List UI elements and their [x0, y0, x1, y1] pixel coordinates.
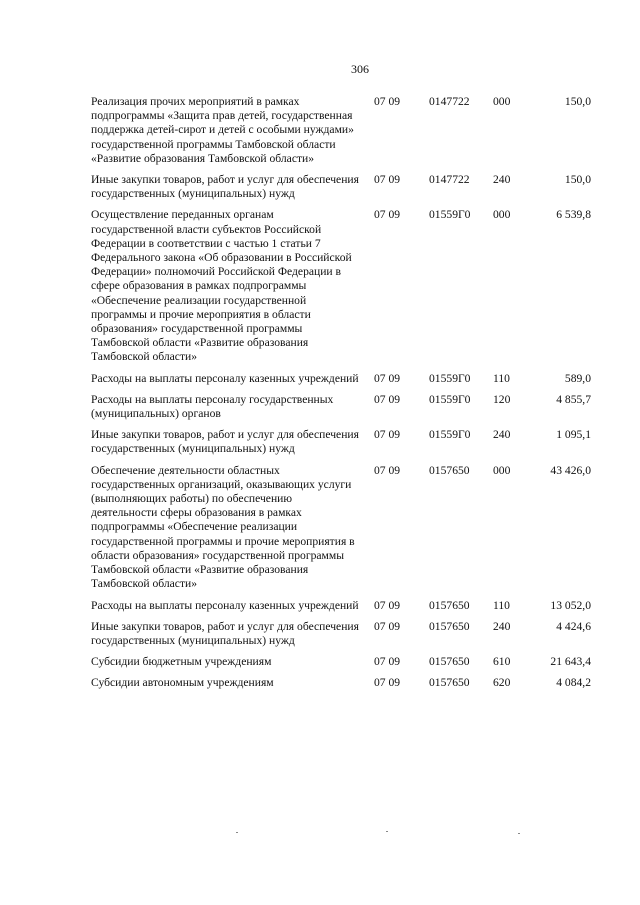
- row-target-code: 0157650: [429, 463, 470, 477]
- row-expense-type: 110: [493, 598, 510, 612]
- table-row: [91, 464, 591, 592]
- row-description: Субсидии бюджетным учреждениям: [91, 655, 272, 669]
- row-description: Обеспечение деятельности областных государственных организаций, оказывающих услуги (выполняющих работы) по обеспечению деятельности сферы образования в рамках подпрограммы «Обеспечение реализации государственной программы и прочие мероприятия в области образования» государственной программы Тамбовской области «Развитие образования Тамбовской области»: [91, 463, 355, 591]
- row-description: Расходы на выплаты персоналу казенных учреждений: [91, 598, 359, 612]
- row-amount: 21 643,4: [550, 655, 591, 669]
- row-target-code: 01559Г0: [429, 392, 471, 406]
- row-target-code: 0147722: [429, 173, 470, 187]
- scan-speck: [386, 831, 388, 832]
- row-amount: 13 052,0: [550, 598, 591, 612]
- row-amount: 43 426,0: [550, 463, 591, 477]
- row-target-code: 0157650: [429, 655, 470, 669]
- row-section-code: 07 09: [374, 173, 401, 187]
- row-expense-type: 110: [493, 371, 510, 385]
- row-section-code: 07 09: [374, 463, 401, 477]
- row-amount: 6 539,8: [556, 208, 591, 222]
- row-amount: 1 095,1: [556, 428, 591, 442]
- table-row: [91, 372, 591, 386]
- row-target-code: 0157650: [429, 598, 470, 612]
- row-target-code: 01559Г0: [429, 371, 471, 385]
- scan-speck: [236, 832, 238, 833]
- row-target-code: 0147722: [429, 95, 470, 108]
- row-amount: 4 855,7: [556, 392, 591, 406]
- table-row: [91, 620, 591, 648]
- page-number: 306: [351, 62, 369, 76]
- scan-speck: [518, 833, 520, 834]
- row-expense-type: 000: [493, 95, 511, 108]
- row-target-code: 0157650: [429, 676, 470, 690]
- row-description: Иные закупки товаров, работ и услуг для обеспечения государственных (муниципальных) нужд: [91, 619, 359, 647]
- row-description: Субсидии автономным учреждениям: [91, 676, 274, 690]
- row-expense-type: 610: [493, 655, 511, 669]
- table-row: [91, 173, 591, 201]
- row-target-code: 01559Г0: [429, 208, 471, 222]
- budget-table: [91, 95, 591, 698]
- row-expense-type: 120: [493, 392, 511, 406]
- row-expense-type: 620: [493, 676, 511, 690]
- row-amount: 150,0: [564, 173, 591, 187]
- row-expense-type: 240: [493, 428, 511, 442]
- row-target-code: 0157650: [429, 619, 470, 633]
- row-description: Расходы на выплаты персоналу государственных (муниципальных) органов: [91, 392, 334, 421]
- table-row: [91, 428, 591, 456]
- row-section-code: 07 09: [374, 619, 401, 633]
- row-description: Расходы на выплаты персоналу казенных учреждений: [91, 371, 359, 385]
- row-section-code: 07 09: [374, 95, 401, 108]
- row-amount: 150,0: [564, 95, 591, 108]
- table-row: [91, 393, 591, 421]
- table-row: [91, 599, 591, 613]
- row-section-code: 07 09: [374, 371, 401, 385]
- row-section-code: 07 09: [374, 598, 401, 612]
- row-section-code: 07 09: [374, 208, 401, 222]
- row-description: Осуществление переданных органам государственной власти субъектов Российской Федерации в соответствии с частью 1 статьи 7 Федерального закона «Об образовании в Российской Федерации» полномочий Российской Федерации в сфере образования в рамках подпрограммы «Обеспечение реализации государственной программы и прочие мероприятия в области образования» государственной программы Тамбовской области «Развитие образования Тамбовской области»: [91, 208, 352, 364]
- row-description: Реализация прочих мероприятий в рамках подпрограммы «Защита прав детей, государственная поддержка детей-сирот и детей с особыми нуждами» государственной программы Тамбовской области «Развитие образования Тамбовской области»: [91, 95, 354, 165]
- row-amount: 4 084,2: [556, 676, 591, 690]
- row-description: Иные закупки товаров, работ и услуг для обеспечения государственных (муниципальных) нужд: [91, 173, 359, 201]
- row-amount: 589,0: [564, 371, 591, 385]
- row-section-code: 07 09: [374, 655, 401, 669]
- table-row: [91, 208, 591, 364]
- row-section-code: 07 09: [374, 392, 401, 406]
- row-expense-type: 240: [493, 173, 511, 187]
- row-expense-type: 000: [493, 463, 511, 477]
- table-row: [91, 655, 591, 669]
- row-expense-type: 240: [493, 619, 511, 633]
- table-row: [91, 676, 591, 690]
- table-row: [91, 95, 591, 166]
- row-section-code: 07 09: [374, 676, 401, 690]
- row-expense-type: 000: [493, 208, 511, 222]
- row-section-code: 07 09: [374, 428, 401, 442]
- row-target-code: 01559Г0: [429, 428, 471, 442]
- row-description: Иные закупки товаров, работ и услуг для обеспечения государственных (муниципальных) нужд: [91, 428, 359, 456]
- row-amount: 4 424,6: [556, 619, 591, 633]
